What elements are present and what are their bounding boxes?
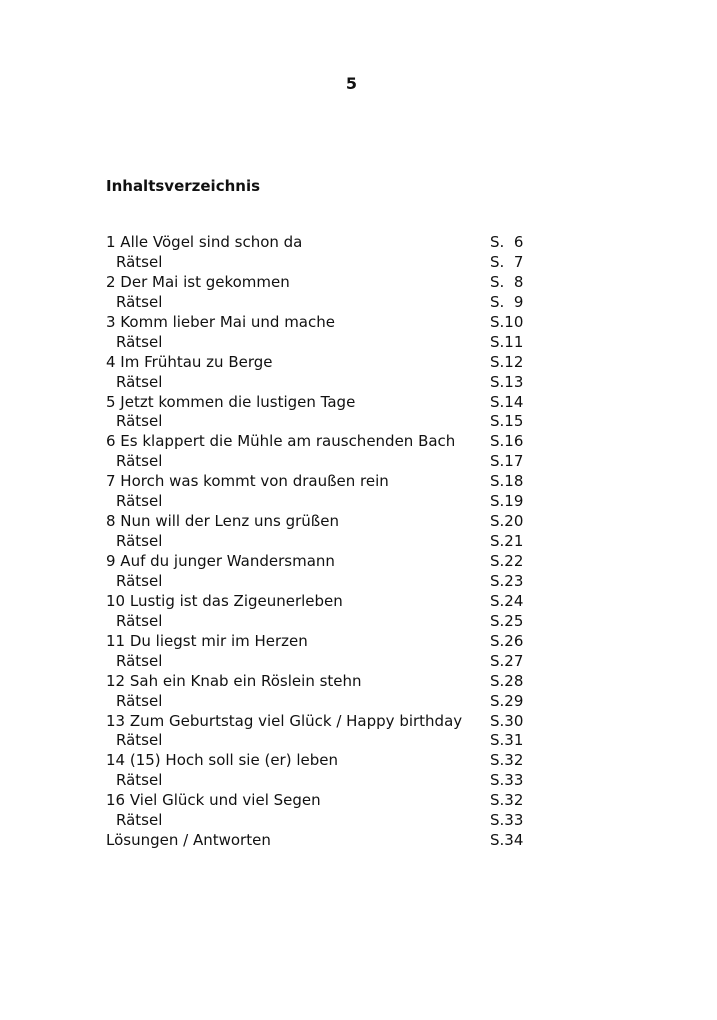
toc-entry-raetsel [106,730,526,750]
toc-entry-raetsel [106,252,526,272]
toc-entry-raetsel [106,611,526,631]
toc-entry-page: S.10 [490,312,524,331]
toc-entry [106,790,526,810]
toc-entry-title: Lösungen / Antworten [106,831,271,850]
toc-entry [106,830,526,850]
toc-entry-page: S. 6 [490,233,524,251]
toc-entry-title: Rätsel [116,731,163,750]
toc-entry-page: S.24 [490,591,524,610]
toc-entry-title: Rätsel [116,332,163,351]
toc-entry-page: S.29 [490,691,524,710]
toc-entry-title: 6 Es klappert die Mühle am rauschenden Bach [106,432,456,451]
toc-entry-page: S.15 [490,412,524,431]
toc-heading: Inhaltsverzeichnis [106,177,261,195]
toc-entry-title: 5 Jetzt kommen die lustigen Tage [106,392,356,411]
toc-entry-title: Rätsel [116,532,163,551]
page-number: 5 [345,74,358,93]
toc-entry-title: Rätsel [116,771,163,790]
toc-entry-title: 16 Viel Glück und viel Segen [106,791,321,810]
toc-entry-title: Rätsel [116,571,163,590]
toc-entry [106,511,526,531]
toc-entry-page: S.32 [490,751,524,770]
toc-entry-page: S.20 [490,512,524,531]
toc-entry-raetsel [106,691,526,711]
toc-entry [106,711,526,731]
toc-entry-page: S.34 [490,831,524,850]
toc-entry-page: S.28 [490,671,524,690]
toc-entry-title: 14 (15) Hoch soll sie (er) leben [106,751,338,770]
toc-entry-title: 7 Horch was kommt von draußen rein [106,472,389,491]
toc-entry-title: 3 Komm lieber Mai und mache [106,312,335,331]
toc-entry-page: S. 9 [490,292,524,311]
toc-entry-page: S. 8 [490,272,524,291]
toc-entry-raetsel [106,531,526,551]
toc-entry-page: S.33 [490,811,524,830]
toc-entry-title: Rätsel [116,252,163,271]
toc-entry-page: S.14 [490,392,524,411]
toc-entry-page: S.23 [490,571,524,590]
toc-entry [106,431,526,451]
toc-entry-page: S.26 [490,631,524,650]
toc-entry-raetsel [106,810,526,830]
toc-entry-title: Rätsel [116,292,163,311]
toc-entry-page: S.32 [490,791,524,810]
toc-entry [106,631,526,651]
toc-entry-title: Rätsel [116,611,163,630]
toc-entry-raetsel [106,451,526,471]
toc-entry-raetsel [106,332,526,352]
toc-entry [106,551,526,571]
toc-entry-title: 8 Nun will der Lenz uns grüßen [106,512,339,531]
toc-entry-raetsel [106,292,526,312]
toc-entry-raetsel [106,651,526,671]
toc-entry-page: S.22 [490,552,524,570]
toc-entry-page: S.13 [490,372,524,391]
toc-entry [106,392,526,412]
toc-entry [106,471,526,491]
toc-entry-title: 11 Du liegst mir im Herzen [106,631,308,650]
toc-entry-title: Rätsel [116,412,163,431]
toc-entry [106,312,526,332]
toc-entry-page: S.31 [490,731,524,750]
toc-entry [106,591,526,611]
toc-entry-page: S.11 [490,332,524,351]
toc-entry-page: S.17 [490,452,524,471]
toc-list [106,232,526,850]
toc-entry-title: Rätsel [116,691,163,710]
toc-entry-page: S.25 [490,611,524,630]
toc-entry-raetsel [106,571,526,591]
toc-entry-page: S. 7 [490,252,524,271]
toc-entry-page: S.19 [490,492,524,511]
toc-entry-raetsel [106,770,526,790]
toc-entry-page: S.27 [490,651,524,670]
toc-entry [106,352,526,372]
toc-entry-title: 12 Sah ein Knab ein Röslein stehn [106,671,362,690]
toc-entry [106,272,526,292]
toc-entry-title: Rätsel [116,372,163,391]
toc-entry-title: Rätsel [116,452,163,471]
toc-entry-title: 2 Der Mai ist gekommen [106,272,290,291]
toc-entry-title: 10 Lustig ist das Zigeunerleben [106,591,343,610]
toc-entry [106,232,526,252]
toc-entry-page: S.33 [490,771,524,790]
toc-entry-title: 13 Zum Geburtstag viel Glück / Happy birthday [106,711,463,730]
toc-entry [106,750,526,770]
toc-entry-raetsel [106,491,526,511]
toc-entry-title: Rätsel [116,492,163,511]
toc-entry [106,671,526,691]
toc-entry-raetsel [106,372,526,392]
toc-entry-title: 9 Auf du junger Wandersmann [106,552,335,570]
toc-entry-raetsel [106,411,526,431]
toc-entry-page: S.18 [490,472,524,491]
toc-entry-title: 1 Alle Vögel sind schon da [106,233,303,251]
toc-entry-page: S.21 [490,532,524,551]
toc-entry-title: Rätsel [116,651,163,670]
toc-entry-page: S.16 [490,432,524,451]
toc-entry-title: 4 Im Frühtau zu Berge [106,352,273,371]
toc-entry-title: Rätsel [116,811,163,830]
toc-entry-page: S.12 [490,352,524,371]
toc-entry-page: S.30 [490,711,524,730]
